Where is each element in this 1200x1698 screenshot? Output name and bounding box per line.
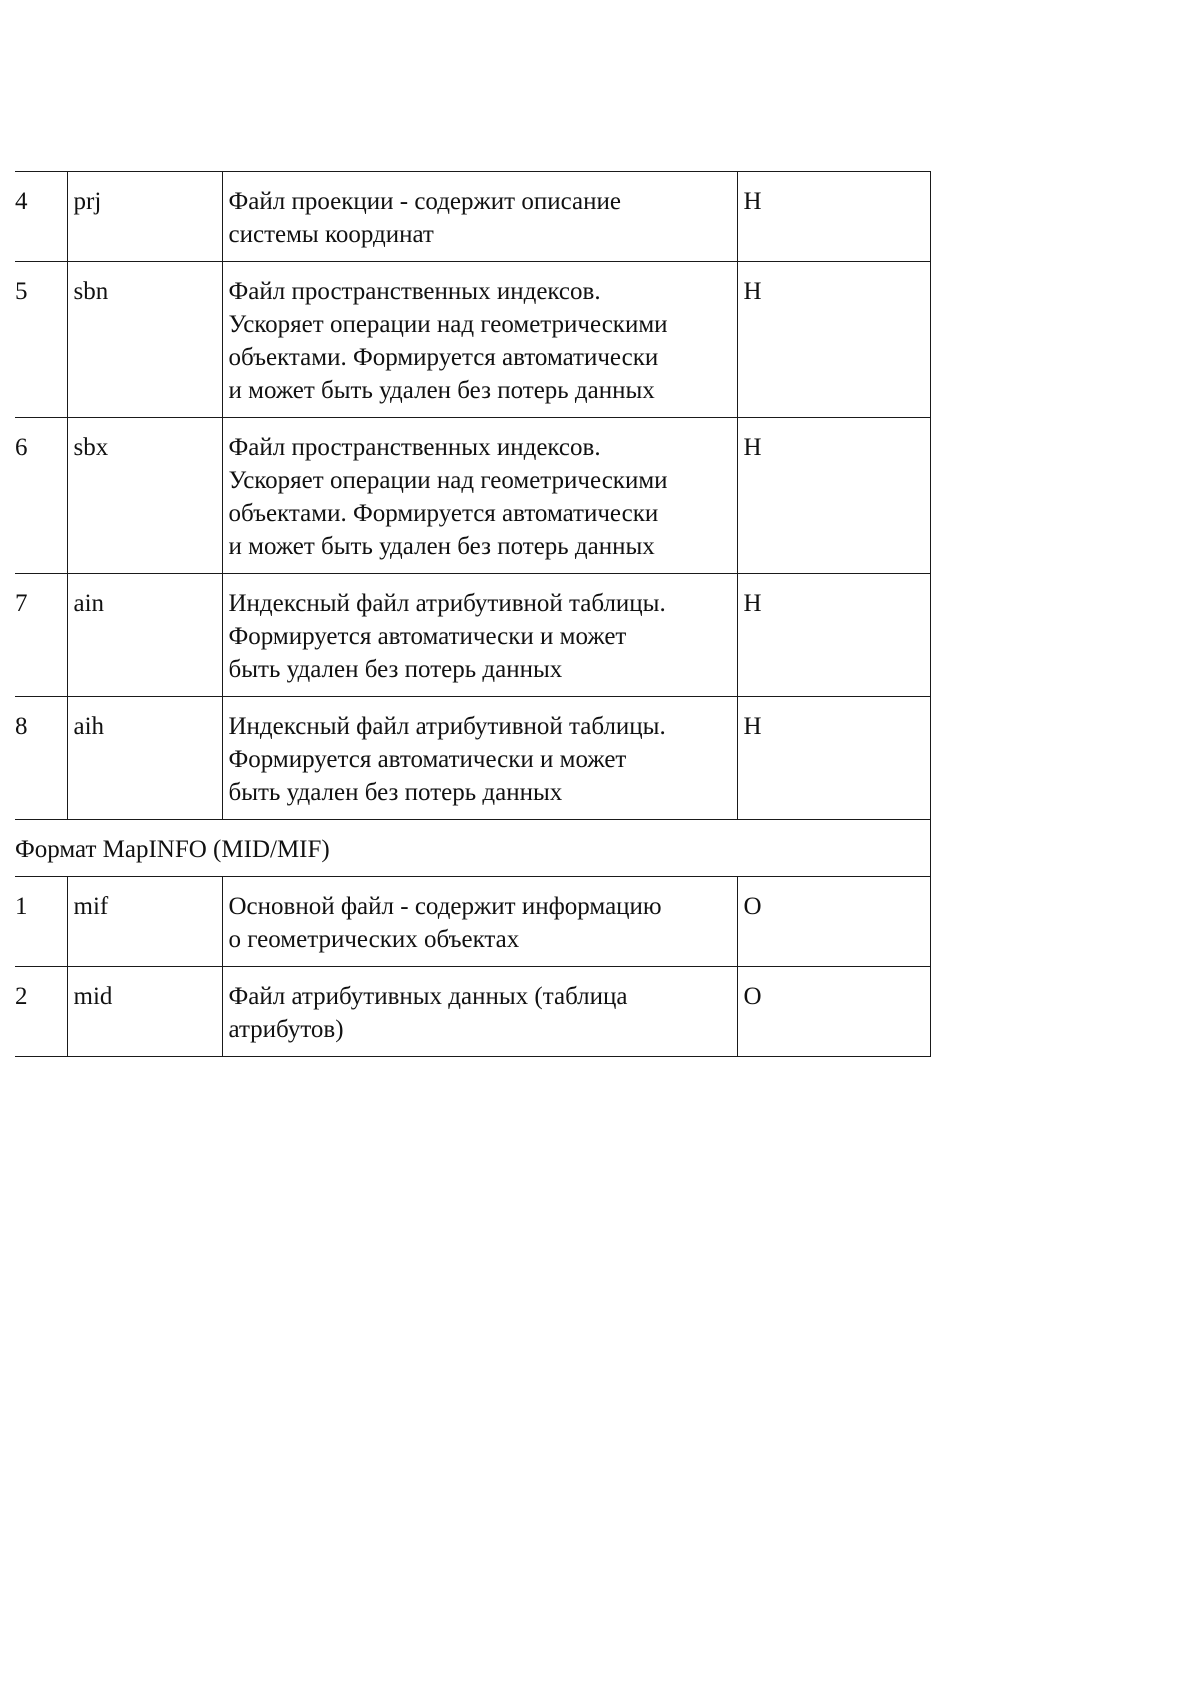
section-header-row — [15, 820, 930, 877]
requirement-flag: Н — [737, 418, 930, 574]
file-description — [222, 967, 737, 1057]
requirement-flag: Н — [737, 697, 930, 820]
description-line: атрибутов) — [228, 1016, 344, 1043]
description-line: Файл атрибутивных данных (таблица — [228, 983, 628, 1010]
file-description — [222, 574, 737, 697]
description-line: объектами. Формируется автоматически — [228, 500, 659, 527]
file-extension: ain — [67, 574, 222, 697]
requirement-flag: О — [737, 967, 930, 1057]
description-line: Индексный файл атрибутивной таблицы. — [228, 590, 666, 617]
file-description — [222, 418, 737, 574]
description-line: быть удален без потерь данных — [228, 656, 563, 683]
row-number: 2 — [15, 967, 67, 1057]
table-row — [15, 418, 930, 574]
file-description — [222, 877, 737, 967]
section-title: Формат MapINFO (MID/MIF) — [15, 820, 930, 877]
table-row — [15, 967, 930, 1057]
description-line: Формируется автоматически и может — [228, 623, 627, 650]
row-number: 8 — [15, 697, 67, 820]
description-line: системы координат — [228, 221, 434, 248]
table-row — [15, 262, 930, 418]
file-description — [222, 172, 737, 262]
requirement-flag: О — [737, 877, 930, 967]
description-line: о геометрических объектах — [228, 926, 520, 953]
row-number: 7 — [15, 574, 67, 697]
description-line: Формируется автоматически и может — [228, 746, 627, 773]
description-line: Основной файл - содержит информацию — [228, 893, 662, 920]
table-row — [15, 877, 930, 967]
file-description — [222, 262, 737, 418]
requirement-flag: Н — [737, 262, 930, 418]
description-line: Ускоряет операции над геометрическими — [228, 311, 668, 338]
requirement-flag: Н — [737, 172, 930, 262]
description-line: Ускоряет операции над геометрическими — [228, 467, 668, 494]
description-line: Индексный файл атрибутивной таблицы. — [228, 713, 666, 740]
table-row — [15, 172, 930, 262]
table-row — [15, 697, 930, 820]
description-line: Файл пространственных индексов. — [228, 278, 601, 305]
description-line: и может быть удален без потерь данных — [228, 533, 655, 560]
file-format-table — [15, 171, 931, 1057]
row-number: 6 — [15, 418, 67, 574]
file-extension: aih — [67, 697, 222, 820]
row-number: 1 — [15, 877, 67, 967]
requirement-flag: Н — [737, 574, 930, 697]
description-line: Файл пространственных индексов. — [228, 434, 601, 461]
description-line: Файл проекции - содержит описание — [228, 188, 621, 215]
file-extension: prj — [67, 172, 222, 262]
file-extension: sbx — [67, 418, 222, 574]
description-line: и может быть удален без потерь данных — [228, 377, 655, 404]
description-line: быть удален без потерь данных — [228, 779, 563, 806]
row-number: 4 — [15, 172, 67, 262]
description-line: объектами. Формируется автоматически — [228, 344, 659, 371]
file-extension: sbn — [67, 262, 222, 418]
table-row — [15, 574, 930, 697]
file-description — [222, 697, 737, 820]
file-extension: mid — [67, 967, 222, 1057]
table-body — [15, 172, 930, 1057]
file-extension: mif — [67, 877, 222, 967]
row-number: 5 — [15, 262, 67, 418]
